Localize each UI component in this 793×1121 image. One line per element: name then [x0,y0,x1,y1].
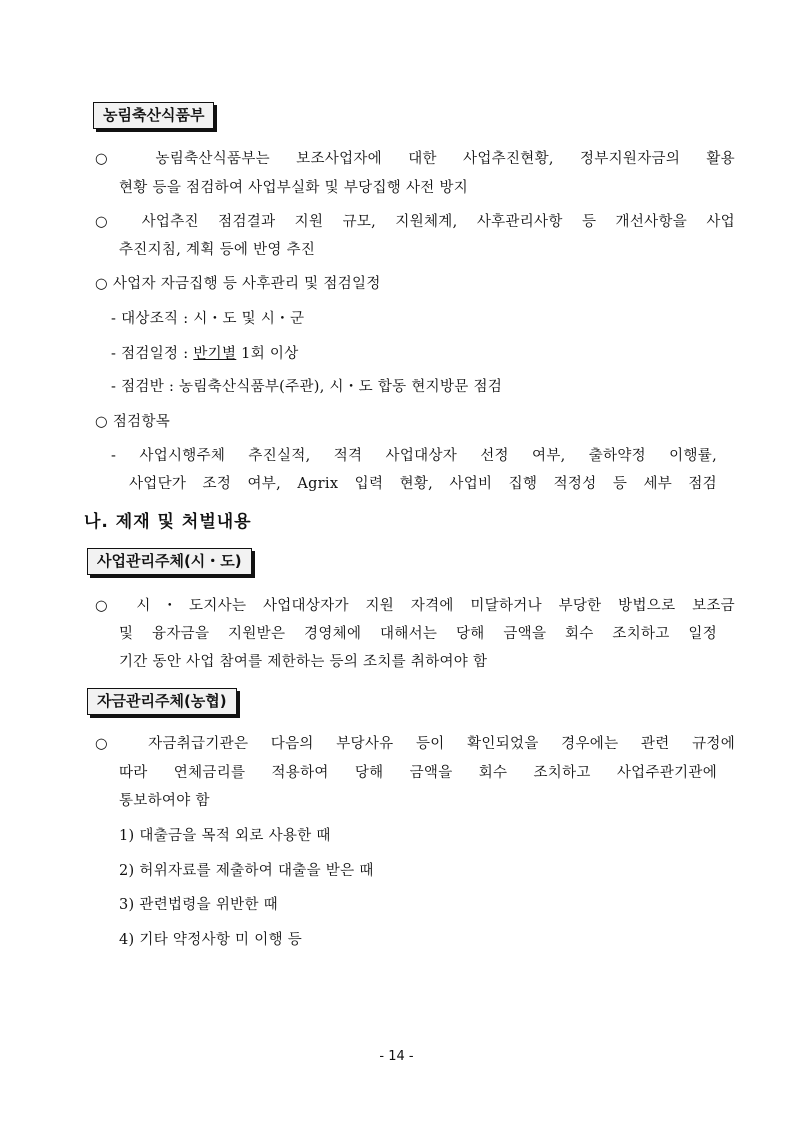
list-item: 2) 허위자료를 제출하여 대출을 받은 때 [119,863,374,879]
section-box-ministry: 농림축산식품부 [93,102,214,129]
bullet-line: 현황 등을 점검하여 사업부실화 및 부당집행 사전 방지 [119,180,469,196]
dash-line: - 사업시행주체 추진실적, 적격 사업대상자 선정 여부, 출하약정 이행률, [111,448,717,464]
dash-text: - 점검일정 : [111,346,194,362]
section-box-business-management: 사업관리주체(시・도) [87,548,252,575]
bullet-line: ○ 점검항목 [95,414,171,430]
bullet-line: 추진지침, 계획 등에 반영 추진 [119,242,316,258]
section-box-fund-management: 자금관리주체(농협) [87,688,237,715]
dash-line [111,344,751,364]
list-item: 1) 대출금을 목적 외로 사용한 때 [119,828,331,844]
bullet-line: 따라 연체금리를 적용하여 당해 금액을 회수 조치하고 사업주관기관에 [119,765,717,781]
section-heading: 나. 제재 및 처벌내용 [84,512,252,532]
underlined-text: 반기별 [193,346,237,362]
bullet-line: 통보하여야 함 [119,793,210,809]
bullet-line: ○ 농림축산식품부는 보조사업자에 대한 사업추진현황, 정부지원자금의 활용 [95,151,735,167]
dash-line: - 대상조직 : 시・도 및 시・군 [111,311,305,327]
list-item: 4) 기타 약정사항 미 이행 등 [119,932,303,948]
page-number: - 14 - [379,1049,414,1064]
bullet-line: ○ 시・도지사는 사업대상자가 지원 자격에 미달하거나 부당한 방법으로 보조금 [95,598,735,614]
list-item: 3) 관련법령을 위반한 때 [119,897,278,913]
bullet-line: 및 융자금을 지원받은 경영체에 대해서는 당해 금액을 회수 조치하고 일정 [119,626,717,642]
dash-line: - 점검반 : 농림축산식품부(주관), 시・도 합동 현지방문 점검 [111,379,503,395]
bullet-line: ○ 자금취급기관은 다음의 부당사유 등이 확인되었을 경우에는 관련 규정에 [95,736,735,752]
bullet-line: 기간 동안 사업 참여를 제한하는 등의 조치를 취하여야 함 [119,654,488,670]
dash-text: 1회 이상 [236,346,299,362]
bullet-line: ○ 사업자 자금집행 등 사후관리 및 점검일정 [95,276,381,292]
dash-line: 사업단가 조정 여부, Agrix 입력 현황, 사업비 집행 적정성 등 세부 점검 [129,476,717,492]
bullet-line: ○ 사업추진 점검결과 지원 규모, 지원체계, 사후관리사항 등 개선사항을 사업 [95,214,735,230]
